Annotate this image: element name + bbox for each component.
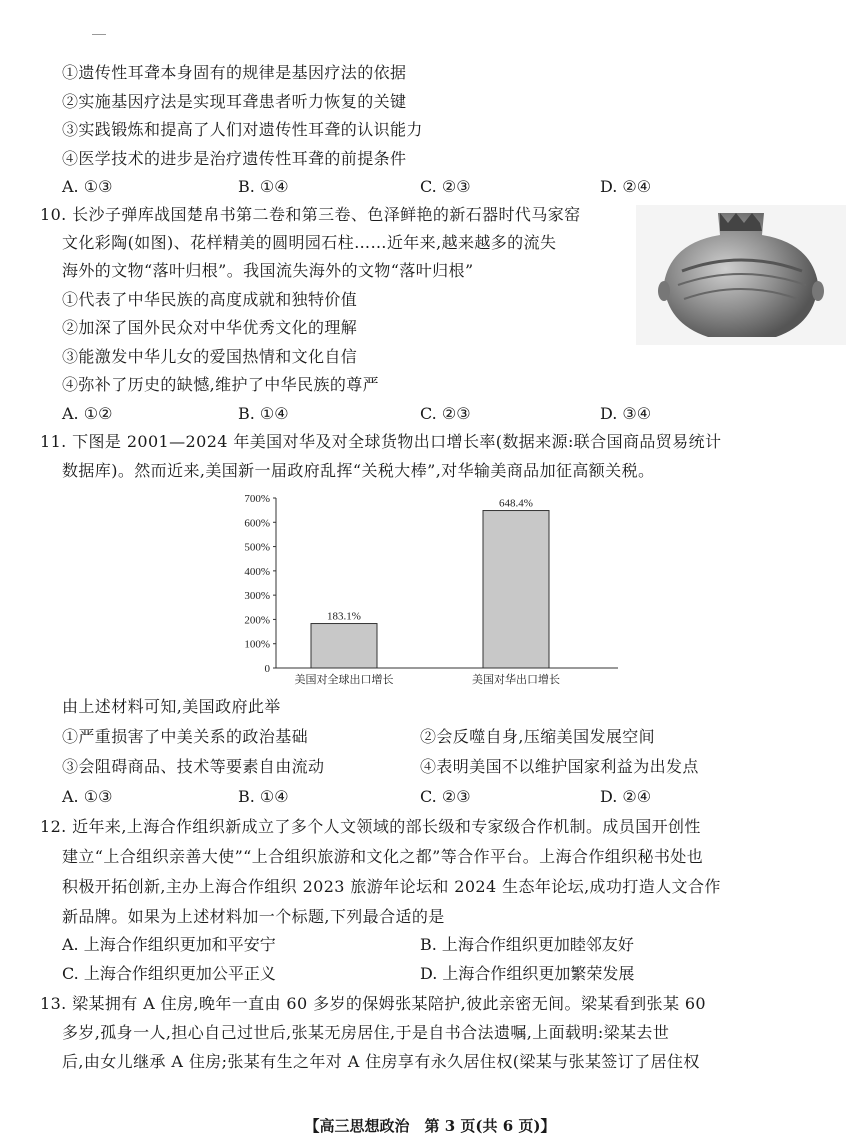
bar-value-label: 183.1% xyxy=(327,610,361,623)
q10-option-c: C. ②③ xyxy=(420,404,471,423)
q12-stem-line-2: 建立“上合组织亲善大使”“上合组织旅游和文化之都”等合作平台。上海合作组织秘书处也 xyxy=(62,847,704,866)
q12-option-b: B. 上海合作组织更加睦邻友好 xyxy=(420,935,634,954)
q11-stem-line-2: 数据库)。然而近来,美国新一届政府乱挥“关税大棒”,对华输美商品加征高额关税。 xyxy=(62,461,655,480)
q10-item-1: ①代表了中华民族的高度成就和独特价值 xyxy=(62,290,358,309)
y-tick-label: 200% xyxy=(244,614,270,627)
q12-stem-line-4: 新品牌。如果为上述材料加一个标题,下列最合适的是 xyxy=(62,907,445,926)
x-category-label: 美国对华出口增长 xyxy=(472,673,560,686)
q11-item-2: ②会反噬自身,压缩美国发展空间 xyxy=(420,727,656,746)
q13-stem-line-1: 13. 梁某拥有 A 住房,晚年一直由 60 多岁的保姆张某陪护,彼此亲密无间。梁某看到张某 60 xyxy=(40,994,707,1013)
q12-stem-line-1: 12. 近年来,上海合作组织新成立了多个人文领域的部长级和专家级合作机制。成员国开创性 xyxy=(40,817,701,836)
y-tick-label: 0 xyxy=(264,663,270,675)
q9-item-4: ④医学技术的进步是治疗遗传性耳聋的前提条件 xyxy=(62,149,407,168)
q10-item-3: ③能激发中华儿女的爱国热情和文化自信 xyxy=(62,347,358,366)
q9-option-c: C. ②③ xyxy=(420,177,471,196)
bar-value-label: 648.4% xyxy=(499,497,533,510)
q11-option-b: B. ①④ xyxy=(238,787,289,806)
header-mark xyxy=(92,34,106,35)
q9-item-2: ②实施基因疗法是实现耳聋患者听力恢复的关键 xyxy=(62,92,407,111)
bar xyxy=(483,511,549,668)
y-tick-label: 100% xyxy=(244,638,270,651)
q12-option-c: C. 上海合作组织更加公平正义 xyxy=(62,964,276,983)
y-tick-label: 600% xyxy=(244,517,270,530)
q9-option-b: B. ①④ xyxy=(238,177,289,196)
q11-option-a: A. ①③ xyxy=(62,787,113,806)
q10-option-a: A. ①② xyxy=(62,404,113,423)
q12-stem-line-3: 积极开拓创新,主办上海合作组织 2023 旅游年论坛和 2024 生态年论坛,成功打造人文合作 xyxy=(62,877,721,896)
q13-stem-line-2: 多岁,孤身一人,担心自己过世后,张某无房居住,于是自书合法遗嘱,上面载明:梁某去世 xyxy=(62,1023,670,1042)
q11-lead: 由上述材料可知,美国政府此举 xyxy=(62,697,281,716)
y-tick-label: 700% xyxy=(244,493,270,505)
q10-item-4: ④弥补了历史的缺憾,维护了中华民族的尊严 xyxy=(62,375,380,394)
q10-stem-line-1: 10. 长沙子弹库战国楚帛书第二卷和第三卷、色泽鲜艳的新石器时代马家窑 xyxy=(40,205,581,224)
x-category-label: 美国对全球出口增长 xyxy=(294,673,394,686)
q10-item-2: ②加深了国外民众对中华优秀文化的理解 xyxy=(62,318,358,337)
q13-stem-line-3: 后,由女儿继承 A 住房;张某有生之年对 A 住房享有永久居住权(梁某与张某签订了居住权 xyxy=(62,1052,700,1071)
export-growth-chart xyxy=(228,488,628,690)
q11-option-c: C. ②③ xyxy=(420,787,471,806)
q9-item-1: ①遗传性耳聋本身固有的规律是基因疗法的依据 xyxy=(62,63,407,82)
q11-option-d: D. ②④ xyxy=(600,787,652,806)
y-tick-label: 400% xyxy=(244,565,270,578)
q11-item-4: ④表明美国不以维护国家利益为出发点 xyxy=(420,757,699,776)
q9-item-3: ③实践锻炼和提高了人们对遗传性耳聋的认识能力 xyxy=(62,120,423,139)
q9-option-d: D. ②④ xyxy=(600,177,652,196)
q10-option-d: D. ③④ xyxy=(600,404,652,423)
page-footer: 【高三思想政治 第 3 页(共 6 页)】 xyxy=(304,1117,556,1135)
y-tick-label: 300% xyxy=(244,590,270,603)
q10-stem-line-3: 海外的文物“落叶归根”。我国流失海外的文物“落叶归根” xyxy=(62,261,474,280)
q11-item-3: ③会阻碍商品、技术等要素自由流动 xyxy=(62,757,325,776)
q12-option-a: A. 上海合作组织更加和平安宁 xyxy=(62,935,276,954)
q9-option-a: A. ①③ xyxy=(62,177,113,196)
bar-chart-svg xyxy=(228,488,628,690)
q11-item-1: ①严重损害了中美关系的政治基础 xyxy=(62,727,309,746)
bar xyxy=(311,624,377,668)
q10-option-b: B. ①④ xyxy=(238,404,289,423)
q12-option-d: D. 上海合作组织更加繁荣发展 xyxy=(420,964,635,983)
q11-stem-line-1: 11. 下图是 2001—2024 年美国对华及对全球货物出口增长率(数据来源:联合国商品贸易统计 xyxy=(40,432,722,451)
y-tick-label: 500% xyxy=(244,541,270,554)
pottery-jar-image xyxy=(636,205,846,345)
q10-stem-line-2: 文化彩陶(如图)、花样精美的圆明园石柱……近年来,越来越多的流失 xyxy=(62,233,557,252)
